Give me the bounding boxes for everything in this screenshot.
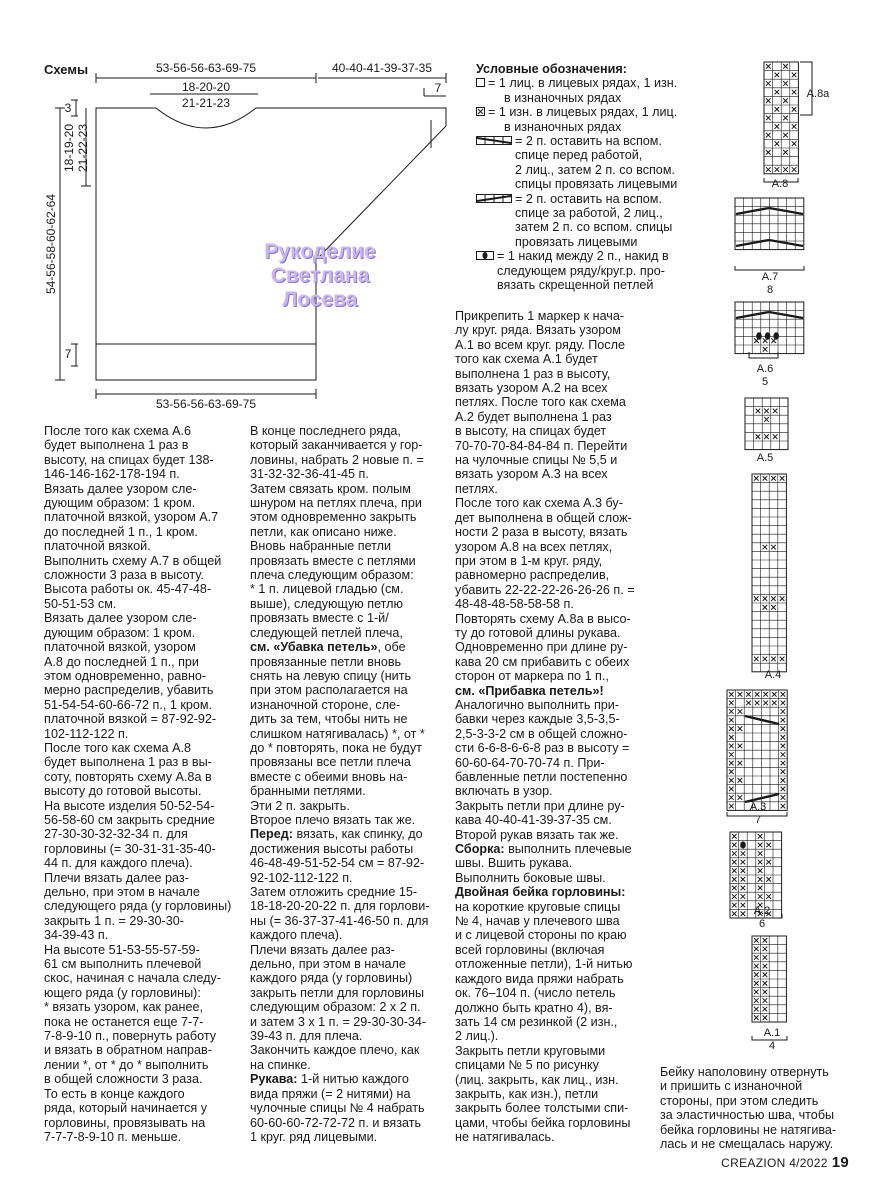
text-run: дельно, при этом в начале (250, 957, 406, 972)
text-line: дующим образом: 1 кром. (44, 496, 196, 511)
text-run: , обе (377, 640, 406, 655)
text-run: в высоту, на спицах будет (455, 424, 607, 439)
text-run: на спинке. (250, 1057, 311, 1072)
text-run: Одновременно при длине ру- (455, 640, 628, 655)
text-line: платочной вязкой = 87-92-92- (44, 712, 217, 727)
schema-title: Схемы (44, 62, 89, 77)
text-run: Затем отложить средние 15- (250, 885, 418, 899)
text-line: и пришить с изнаночной (660, 1079, 803, 1094)
text-run: 60-60-60-72-72-72 п. и вязать (250, 1115, 422, 1130)
text-line: пока не останется еще 7-7- (44, 1014, 204, 1029)
text-line: этом одновременно, равно- (44, 668, 207, 683)
text-line: высоту до готовой высоты. (44, 784, 202, 799)
text-run: бавленные петли постепенно (455, 770, 628, 784)
text-line: 7-8-9-10 п., повернуть работу (44, 1029, 217, 1044)
text-run: 70-70-70-84-84-84 п. Перейти (455, 438, 628, 453)
text-run: * 1 п. лицевой гладью (см. (250, 582, 404, 597)
chart-label-a3-rep: 7 (754, 814, 762, 826)
text-run: того как схема А.1 будет (455, 352, 598, 367)
sleeve-length-label: 40-40-41-39-37-35 (331, 61, 433, 75)
text-run: 2 лиц.). (455, 1029, 499, 1044)
legend-text: спице за работой, 2 лиц., (515, 206, 663, 221)
text-line: будет выполнена 1 раз в (44, 438, 189, 453)
text-line: скос, начиная с начала следу- (44, 971, 221, 986)
bold-heading: см. «Прибавка петель»! (455, 683, 604, 698)
text-line: горловины, провязывать на (44, 1115, 206, 1130)
text-run: зать 14 см резинкой (2 изн., (455, 1014, 618, 1029)
text-run: выше), следующую петлю (250, 596, 403, 611)
chart-label-a2-rep: 6 (758, 918, 766, 930)
sleeve-rib-label: 7 (434, 81, 442, 95)
text-run: № 4, начав у плечевого шва (455, 914, 620, 929)
text-line: 56-58-60 см закрыть средние (44, 812, 215, 827)
text-run: ту до готовой длины рукава. (455, 625, 621, 640)
text-run: шнуром на петлях плеча, при (250, 496, 422, 511)
text-run: равномерно распределив, (455, 568, 610, 583)
text-run: снять на левую спицу (нить (250, 668, 412, 683)
text-run: не натягивалась. (455, 1130, 555, 1145)
text-run: 48-48-48-58-58-58 п. (455, 597, 574, 612)
text-run: каждого вида пряжи набрать (455, 971, 624, 986)
armhole-label-2: 21-22-23 (76, 123, 90, 173)
text-run: бранными петлями. (250, 784, 366, 799)
legend-text: спице перед работой, (515, 148, 643, 163)
bold-heading: Рукава: (250, 1072, 298, 1087)
chart-label-a6: А.6 (756, 363, 774, 375)
body-width-label: 53-56-56-63-69-75 (155, 61, 257, 75)
legend-text: в изнаночных рядах (504, 90, 622, 105)
text-run: Второе плечо вязать так же. (250, 812, 416, 827)
text-run: дет выполнена в общей слож- (455, 510, 632, 525)
text-run: достижения высоты работы (250, 841, 414, 856)
text-run: Плечи вязать далее раз- (250, 942, 395, 957)
text-run: бавки через каждые 3,5-3,5- (455, 712, 620, 727)
legend-text: вязать скрещенной петлей (497, 278, 654, 293)
text-line: мерно распределив, убавить (44, 683, 214, 698)
chart-label-a1: А.1 (763, 1027, 781, 1039)
magazine-issue: CREAZION 4/2022 (721, 1156, 828, 1170)
text-run: при этом в 1-м круг. ряду, (455, 553, 603, 568)
text-run: петли, как описано ниже. (250, 524, 397, 539)
legend-text: = 2 п. оставить на вспом. (515, 191, 662, 206)
text-run: закрыть, как изн.), петли (455, 1086, 599, 1101)
text-run: лу круг. ряда. Вязать узором (455, 323, 621, 338)
text-line: 61 см выполнить плечевой (44, 957, 202, 972)
text-line: 51-54-54-60-66-72 п., 1 кром. (44, 697, 213, 712)
text-run: вязать узором А.3 на всех (455, 467, 608, 482)
text-line: Бейку наполовину отвернуть (660, 1065, 829, 1079)
text-run: цами, чтобы бейка горловины (455, 1115, 631, 1130)
chart-label-a7: А.7 (761, 271, 779, 283)
text-run: провязанные петли вновь (250, 654, 402, 669)
chart-label-a8a: А.8а (806, 88, 830, 100)
text-line: стороны, при этом следить (660, 1093, 819, 1108)
legend-text: провязать лицевыми (515, 234, 638, 249)
neck-depth-label: 3 (64, 101, 72, 115)
text-run: выполнена 1 раз в высоту, (455, 366, 611, 381)
chart-label-a8: А.8 (771, 178, 789, 190)
text-run: Вновь набранные петли (250, 539, 392, 554)
text-run: петлях. После того как схема (455, 395, 626, 410)
text-run: на чулочные спицы № 5,5 и (455, 453, 618, 468)
text-line: лении *, от * до * выполнить (44, 1057, 209, 1072)
text-run: выполнить плечевые (504, 842, 632, 857)
text-run: изнаночной стороне, сле- (250, 697, 401, 712)
chart-label-a6-rep: 5 (761, 376, 769, 388)
neck-width-label-1: 18-20-20 (181, 80, 231, 94)
legend-text: спицы провязать лицевыми (515, 177, 678, 192)
text-line: за эластичностью шва, чтобы (660, 1108, 835, 1123)
text-line: дующим образом: 1 кром. (44, 625, 196, 640)
page-footer (721, 1154, 849, 1171)
text-run: Аналогично выполнить при- (455, 697, 620, 712)
bold-heading: Двойная бейка горловины: (455, 885, 626, 900)
text-line: 27-30-30-32-32-34 п. для (44, 827, 188, 842)
text-run: слишком натягивалась) *, от * (250, 726, 425, 741)
text-run: 31-32-32-36-41-45 п. (250, 467, 369, 482)
text-line: На высоте 51-53-55-57-59- (44, 942, 200, 957)
text-run: который заканчивается у гор- (250, 438, 423, 453)
text-line: будет выполнена 1 раз в вы- (44, 755, 212, 770)
text-line: * вязать узором, как ранее, (44, 1000, 203, 1015)
text-run: 1-й нитью каждого (297, 1072, 409, 1087)
text-run: провязать вместе с петлями (250, 553, 416, 568)
text-run: этом одновременно закрыть (250, 510, 417, 525)
text-line: лась и не смещалась наружу. (660, 1137, 834, 1152)
text-line: закрыть 1 п. = 29-30-30- (44, 913, 184, 928)
text-run: Выполнить боковые швы. (455, 870, 606, 885)
body-rib-label: 7 (64, 347, 72, 361)
text-line: следующего ряда (у горловины) (44, 899, 232, 914)
armhole-label-1: 18-19-20 (62, 123, 76, 173)
bold-heading: Перед: (250, 827, 293, 842)
text-run: Повторять схему А.8а в высо- (455, 611, 631, 626)
text-line: 50-51-53 см. (44, 596, 117, 611)
text-run: провязать вместе с 1-й/ (250, 611, 389, 626)
watermark-line-3: Лосева (282, 288, 358, 311)
text-run: В конце последнего ряда, (250, 424, 401, 438)
text-line: дельно, при этом в начале (44, 885, 200, 899)
legend-text: 2 лиц., затем 2 п. со вспом. (515, 162, 675, 177)
page-number: 19 (831, 1154, 849, 1171)
text-run: 60-60-64-70-70-74 п. При- (455, 755, 605, 770)
text-run: Закрыть петли круговыми (455, 1043, 606, 1058)
neck-width-label-2: 21-21-23 (181, 96, 231, 110)
chart-label-a2: А.2 (753, 905, 771, 917)
text-line: ряда, который начинается у (44, 1101, 207, 1116)
text-line: платочной вязкой, узором А.7 (44, 510, 219, 525)
text-run: А.1 во всем круг. ряду. После (455, 337, 625, 352)
text-line: сложности 3 раза в высоту. (44, 568, 204, 583)
bold-heading: см. «Убавка петель» (250, 640, 378, 655)
text-run: закрыть петли для горловины (250, 985, 425, 1000)
text-line: 34-39-43 п. (44, 928, 109, 943)
text-run: должно быть кратно 4), вя- (455, 1000, 613, 1015)
legend-text: = 2 п. оставить на вспом. (515, 134, 662, 149)
text-run: включать в узор. (455, 784, 553, 799)
legend-text: = 1 накид между 2 п., накид в (497, 249, 669, 264)
text-line: Высота работы ок. 45-47-48- (44, 582, 212, 597)
legend-text: в изнаночных рядах (504, 119, 622, 134)
text-run: 2,5-3-3-2 см в общей сложно- (455, 726, 628, 741)
text-line: Выполнить схему А.7 в общей (44, 553, 222, 568)
text-line: бейка горловины не натягива- (660, 1122, 837, 1137)
text-line: На высоте изделия 50-52-54- (44, 798, 215, 813)
text-run: каждого плеча). (250, 928, 343, 943)
text-line: ющего ряда (у горловины): (44, 985, 201, 1000)
text-line: горловины (= 30-31-31-35-40- (44, 841, 216, 856)
text-run: 18-18-20-20-22 п. для горлови- (250, 899, 430, 914)
text-run: 39-43 п. для плеча. (250, 1029, 363, 1044)
text-run: на короткие круговые спицы (455, 899, 621, 914)
text-run: каждого ряда (у горловины) (250, 971, 413, 986)
text-run: кава 40-40-41-39-37-35 см. (455, 813, 612, 828)
legend-text: = 1 лиц. в лицевых рядах, 1 изн. (488, 76, 678, 91)
text-run: провязаны все петли плеча (250, 755, 411, 770)
text-run: закрыть более толстыми спи- (455, 1101, 629, 1116)
text-run: вместе с обеими вновь на- (250, 769, 408, 784)
text-run: дить за тем, чтобы нить не (250, 712, 408, 727)
text-line: После того как схема А.8 (44, 740, 191, 755)
text-run: всей горловины (включая (455, 942, 605, 957)
chart-a6-yarn-over (773, 332, 779, 340)
text-line: То есть в конце каждого (44, 1086, 185, 1101)
text-line: 102-112-122 п. (44, 726, 129, 741)
text-run: Прикрепить 1 маркер к нача- (455, 309, 625, 323)
text-line: Вязать далее узором сле- (44, 611, 197, 626)
chart-label-a7-rep: 8 (766, 284, 774, 296)
text-run: сторон от маркера по 1 п., (455, 669, 609, 684)
watermark-line-1: Рукоделие (264, 240, 376, 263)
text-run: ности 2 раза в высоту, вязать (455, 525, 628, 540)
text-line: платочной вязкой, узором (44, 640, 196, 655)
text-run: следующим образом: 2 х 2 п. (250, 1000, 421, 1015)
text-run: А.2 будет выполнена 1 раз (455, 409, 612, 424)
chart-label-a1-rep: 4 (768, 1040, 776, 1052)
text-run: 92-102-112-122 п. (250, 870, 353, 885)
chart-a6-yarn-over (765, 332, 771, 340)
text-run: вида пряжи (= 2 нитями) на (250, 1086, 411, 1101)
chart-label-a5: А.5 (756, 452, 774, 464)
text-line: Плечи вязать далее раз- (44, 870, 189, 885)
text-line: А.8 до последней 1 п., при (44, 654, 199, 669)
text-run: чулочные спицы № 4 набрать (250, 1101, 425, 1116)
text-run: и затем 3 х 1 п. = 29-30-30-34- (250, 1014, 427, 1029)
text-run: ны (= 36-37-37-41-46-50 п. для (250, 913, 429, 928)
text-run: ловины, набрать 2 новые п. = (250, 452, 424, 467)
chart-a2-yarn-over (740, 841, 746, 848)
legend-text: = 1 изн. в лицевых рядах, 1 лиц. (488, 105, 678, 120)
text-run: 46-48-49-51-52-54 см = 87-92- (250, 856, 425, 871)
text-run: плеча следующим образом: (250, 568, 414, 583)
text-line: соту, повторять схему А.8а в (44, 769, 212, 784)
text-run: при этом располагается на (250, 683, 408, 698)
text-line: платочной вязкой. (44, 539, 151, 554)
text-line: 7-7-7-8-9-10 п. меньше. (44, 1129, 182, 1144)
text-run: убавить 22-22-22-26-26-26 п. = (455, 582, 635, 597)
text-run: Второй рукав вязать так же. (455, 827, 619, 842)
text-line: Вязать далее узором сле- (44, 481, 197, 496)
text-run: спицами № 5 по рисунку (455, 1058, 599, 1073)
text-run: 1 круг. ряд лицевыми. (250, 1129, 378, 1144)
text-run: После того как схема А.3 бу- (455, 496, 623, 511)
text-line: до последней 1 п., 1 кром. (44, 524, 198, 539)
text-run: сти 6-6-8-6-6-8 раз в высоту = (455, 741, 630, 756)
text-run: до * повторять, пока не будут (250, 740, 422, 755)
bold-heading: Сборка: (455, 842, 505, 857)
text-run: ок. 76–104 п. (число петель (455, 986, 616, 1001)
total-length-label: 54-56-58-60-62-64 (44, 193, 58, 295)
text-run: Закрыть петли при длине ру- (455, 798, 625, 813)
legend-title: Условные обозначения: (476, 62, 627, 76)
text-run: и с лицевой стороны по краю (455, 928, 627, 943)
text-line: в общей сложности 3 раза. (44, 1072, 203, 1087)
text-run: Закончить каждое плечо, как (250, 1043, 420, 1058)
text-run: вязать, как спинку, до (292, 827, 423, 842)
text-run: петлях. (455, 481, 498, 496)
chart-a7-bracket (735, 266, 804, 270)
text-run: следующей петлей плеча, (250, 625, 403, 640)
text-run: вязать узором А.2 на всех (455, 381, 608, 396)
text-run: узором А.8 на всех петлях, (455, 539, 613, 554)
watermark-line-2: Светлана (270, 264, 370, 287)
chart-label-a3: А.3 (749, 801, 767, 813)
text-run: Эти 2 п. закрыть. (250, 798, 350, 813)
legend-text: затем 2 п. со вспом. спицы (515, 220, 673, 235)
text-run: кава 20 см прибавить с обеих (455, 654, 630, 669)
text-line: После того как схема А.6 (44, 424, 191, 438)
text-line: и вязать в обратном направ- (44, 1043, 212, 1058)
chart-a6-yarn-over (756, 332, 762, 340)
text-run: швы. Вшить рукава. (455, 856, 573, 871)
text-line: 146-146-162-178-194 п. (44, 467, 180, 482)
legend-text: следующем ряду/круг.р. про- (497, 263, 665, 278)
bottom-width-label: 53-56-56-63-69-75 (155, 397, 257, 408)
text-line: 44 п. для каждого плеча). (44, 856, 193, 871)
text-line: высоту, на спицах будет 138- (44, 452, 214, 467)
text-run: Затем связать кром. полым (250, 481, 411, 496)
text-run: (лиц. закрыть, как лиц., изн. (455, 1072, 619, 1087)
chart-label-a4: А.4 (764, 669, 782, 681)
text-run: отложенные петли), 1-й нитью (455, 957, 633, 972)
